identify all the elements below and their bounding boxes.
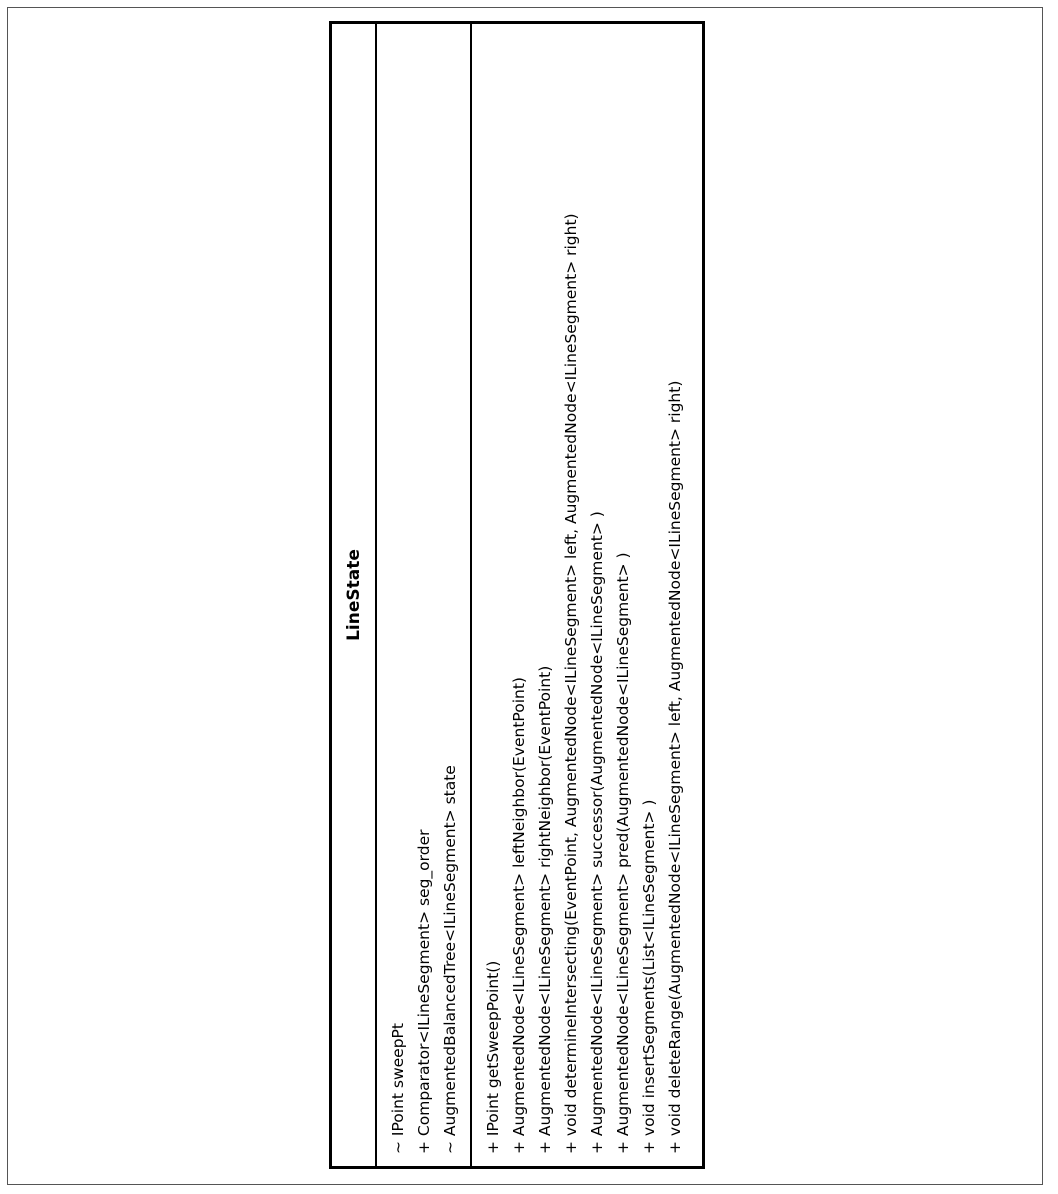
attribute-row: + Comparator<ILineSegment> seg_order [415, 829, 433, 1154]
operation-row: + AugmentedNode<ILineSegment> rightNeighbor(EventPoint) [536, 665, 554, 1154]
operation-row: + AugmentedNode<ILineSegment> successor(AugmentedNode<ILineSegment> ) [588, 511, 606, 1154]
attribute-row: ~ IPoint sweepPt [389, 1023, 407, 1154]
operation-row: + void insertSegments(List<ILineSegment> ) [640, 799, 658, 1154]
operations-compartment [472, 24, 702, 1166]
operation-row: + void determineIntersecting(EventPoint, AugmentedNode<ILineSegment> left, AugmentedNode<ILineSegment> right) [562, 213, 580, 1154]
uml-class-diagram [329, 21, 705, 1169]
attribute-row: ~ AugmentedBalancedTree<ILineSegment> state [441, 765, 459, 1154]
operation-row: + AugmentedNode<ILineSegment> pred(AugmentedNode<ILineSegment> ) [614, 552, 632, 1154]
operation-row: + void deleteRange(AugmentedNode<ILineSegment> left, AugmentedNode<ILineSegment> right) [666, 380, 684, 1154]
class-name: LineState [343, 549, 364, 641]
operation-row: + AugmentedNode<ILineSegment> leftNeighbor(EventPoint) [510, 677, 528, 1154]
operation-row: + IPoint getSweepPoint() [484, 960, 502, 1154]
uml-class-box [329, 21, 705, 1169]
class-name-compartment [332, 24, 377, 1166]
attributes-compartment [377, 24, 472, 1166]
